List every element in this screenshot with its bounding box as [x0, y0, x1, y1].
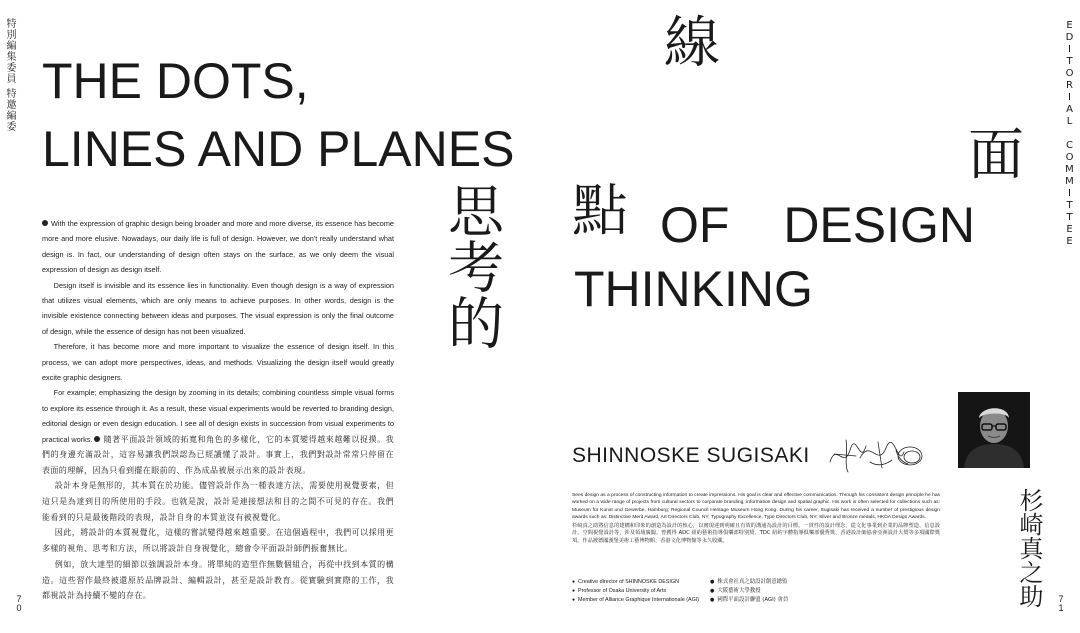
credentials-chinese	[710, 578, 870, 605]
portrait-silhouette-icon	[958, 392, 1030, 468]
credentials-english	[572, 578, 702, 605]
page-number-right: 7 1	[1058, 594, 1064, 614]
cjk-title-line: 線	[664, 11, 720, 76]
headline-line-3: OF DESIGN	[660, 197, 976, 253]
cjk-title-point: 點	[572, 179, 628, 244]
designer-name-cjk: 杉崎真之助	[1015, 488, 1043, 608]
portrait-photo	[958, 392, 1030, 468]
designer-name-block	[572, 444, 810, 468]
cjk-title-thinking: 思考的	[439, 182, 504, 350]
credential-item: ● 國際平面設計聯盟 (AGI) 會員	[710, 596, 870, 605]
bullet-icon	[94, 436, 100, 442]
section-label-left: 特別編集委員 特邀編委	[4, 18, 15, 133]
paragraph-en-2: Design itself is invisible and its essence lies in functionality. Even though design is a way of expression that utilizes visual elements, which are only means to achieve purposes. In other words, design is the invisible existence connecting between ideas and purposes. The visual expression is only the final outcome of design, while the essence of design has not been visualized.	[42, 280, 394, 336]
designer-bio	[572, 492, 940, 545]
designer-name: SHINNOSKE SUGISAKI	[572, 444, 810, 467]
paragraph-zh-2: 設計本身是無形的，其本質在於功能。儘管設計作為一種表達方法，需要使用視覺要素，但這只是為達到目的所使用的手段。也就是說，設計是連接想法和目的之間不可見的存在。我們能看到的只是最後階段的表現，設計自身的本質並沒有被視覺化。	[42, 480, 394, 522]
paragraph-en-1	[42, 216, 394, 278]
credential-item: ● 大阪藝術大學教授	[710, 587, 870, 596]
headline-line-2: LINES AND PLANES	[42, 121, 515, 177]
credential-item: ● 株式會社真之助設計創意總監	[710, 578, 870, 587]
paragraph-en-4	[42, 385, 394, 477]
credential-item: ● Creative director of SHINNOSKE DESIGN	[572, 578, 702, 587]
paragraph-zh-3: 因此，將設計的本質視覺化，這樣的嘗試變得越來越重要。在這個過程中，我們可以採用更多樣的視角、思考和方法，所以將設計自身視覺化，總會令平面設計師們振奮無比。	[42, 528, 394, 554]
signature-icon	[826, 432, 928, 476]
section-label-right: EDITORIAL COMMITTEE	[1064, 20, 1075, 248]
credential-item: ● Professor of Osaka University of Arts	[572, 587, 702, 596]
article-body	[42, 216, 394, 604]
cjk-title-face: 面	[968, 123, 1024, 188]
bullet-icon	[42, 220, 48, 226]
credential-item: ● Member of Alliance Graphique Internationale (AGI)	[572, 596, 702, 605]
paragraph-zh-4: 例如，放大達型的細節以強調設計本身。將單純的造型作無數個組合，再從中找到本質的構造。這些習作最終被還原於品牌設計、編輯設計，甚至是設計教育。從實驗到實際的工作，我都視設計為持續不變的存在。	[42, 559, 394, 601]
paragraph-en-4-text: For example; emphasizing the design by zooming in its details; combining countless simple visual forms to explore its essence through it. As a result, these visual experiments would be reverted to branding design, editorial design or even design education. I see all of design exists in succession from visual experiments to practical works.	[42, 388, 394, 444]
paragraph-zh-1: 隨著平面設計領域的拓寬和角色的多樣化，它的本質變得越來越難以捉摸。我們的身邊充滿設計，這容易讓我們誤認為已經讀懂了設計。事實上，我們對設計常常只停留在表面的理解，因為只看到擺在眼前的、作為成品被展示出來的設計表現。	[42, 434, 394, 475]
paragraph-en-1-text: With the expression of graphic design being broader and more and more diverse, its essence has become more and more elusive. Nowadays, our daily life is full of design. However, we don't really understand what design is. In fact, our understanding of design often stays on the surface, as we only deem the visual expression of design as design itself.	[42, 219, 394, 275]
bio-chinese: 杉崎真之助將信息的建構和印象的創造為設計的核心，以實現達到明確且有效的溝通為設計的目標。一貫性的設計理念，從文化事業到企業的品牌塑造、信息設計，空間視覺設計等，涉及領域廣闊。曾獲得 ADC 紐約藝術指導俱樂部特別獎、TDC 紐約字體指導俱樂部優秀獎、香港設計師協會亞洲設計大獎等多項國際獎項。作品被德國漢堡美術工藝博物館、香港文化博物館等永久收藏。	[572, 522, 940, 544]
paragraph-en-3: Therefore, it has become more and more important to visualize the essence of design itself. In this process, we can adopt more perspectives, ideas, and methods. Visualizing the design itself would greatly excite graphic designers.	[42, 342, 394, 383]
headline-line-4: THINKING	[574, 261, 813, 317]
bio-english: Sees design as a process of constructing information to create impressions. His goal is clear and effective communication. Through his consistent design principle he has worked on a wide range of projects from cultural sectors to corporate branding, information design and spatial graphic. His work is often selected for collections such as: Museum für Kunst und Gewerbe, Hamburg; Regional Council Heritage Museum Hong Kong. During his career, Sugisaki has received a number of prestigious design awards such as: Distinctive Merit Award, Art Directors Club, NY; Typography Excellence, Type Directors Club, NY; Silver and Bronze medals, HKDA Design Awards.	[572, 493, 940, 521]
page-number-left: 7 0	[16, 594, 22, 614]
headline-line-1: THE DOTS,	[42, 53, 309, 109]
